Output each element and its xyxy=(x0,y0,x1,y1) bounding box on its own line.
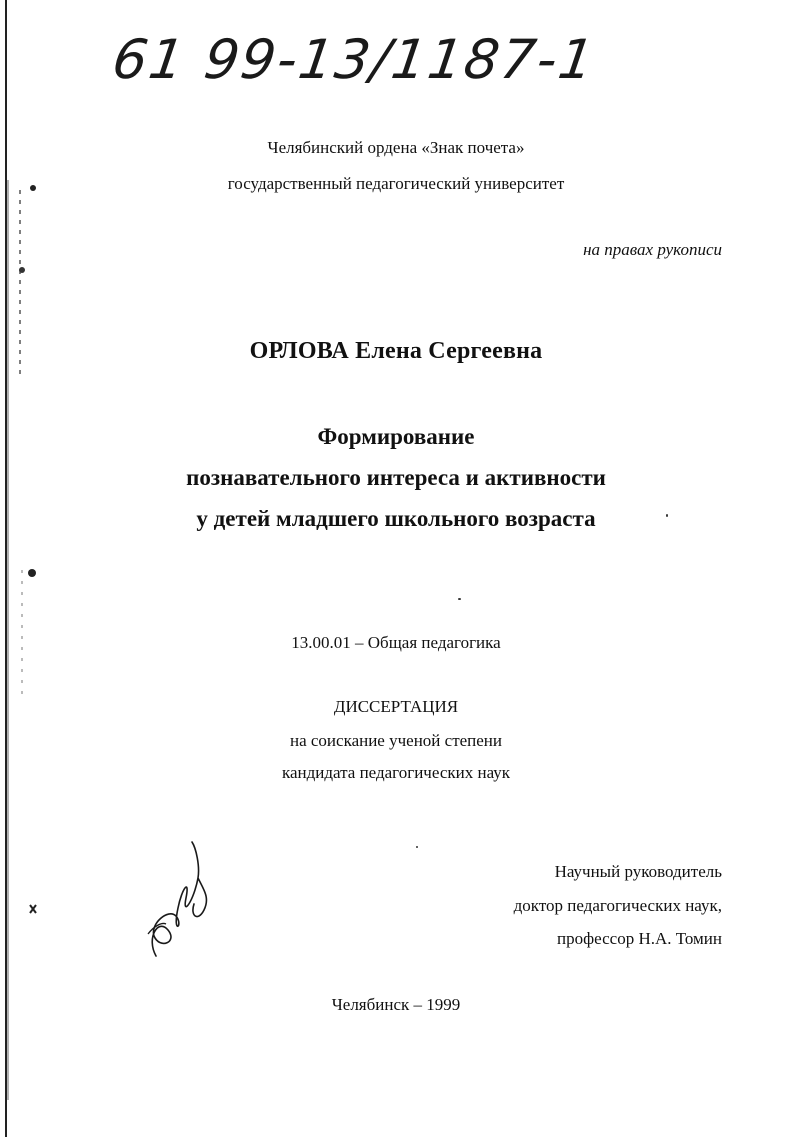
signature xyxy=(138,838,218,968)
scan-speck xyxy=(416,846,418,848)
scan-edge-artifact xyxy=(0,0,40,1137)
handwritten-catalog-number xyxy=(108,10,600,100)
work-type-heading: ДИССЕРТАЦИЯ xyxy=(333,697,459,716)
rights-note: на правах рукописи xyxy=(583,240,722,259)
work-type-line-1: на соискание ученой степени xyxy=(289,731,503,750)
catalog-number-text: 61 99-13/1187-1 xyxy=(108,28,600,91)
title-line-3: у детей младшего школьного возраста xyxy=(196,506,596,531)
institution-line-2: государственный педагогический университет xyxy=(227,174,565,193)
scan-speck xyxy=(458,598,461,600)
specialty: 13.00.01 – Общая педагогика xyxy=(291,633,501,652)
title-line-2: познавательного интереса и активности xyxy=(186,465,606,490)
scan-speck xyxy=(666,514,668,517)
supervisor-line-3: профессор Н.А. Томин xyxy=(557,929,722,948)
author-name: ОРЛОВА Елена Сергеевна xyxy=(249,338,543,364)
title-line-1: Формирование xyxy=(317,424,475,449)
city-year: Челябинск – 1999 xyxy=(331,995,461,1014)
institution-line-1: Челябинский ордена «Знак почета» xyxy=(267,138,525,157)
supervisor-line-1: Научный руководитель xyxy=(554,862,722,881)
work-type-line-2: кандидата педагогических наук xyxy=(281,763,511,782)
supervisor-line-2: доктор педагогических наук, xyxy=(513,896,722,915)
